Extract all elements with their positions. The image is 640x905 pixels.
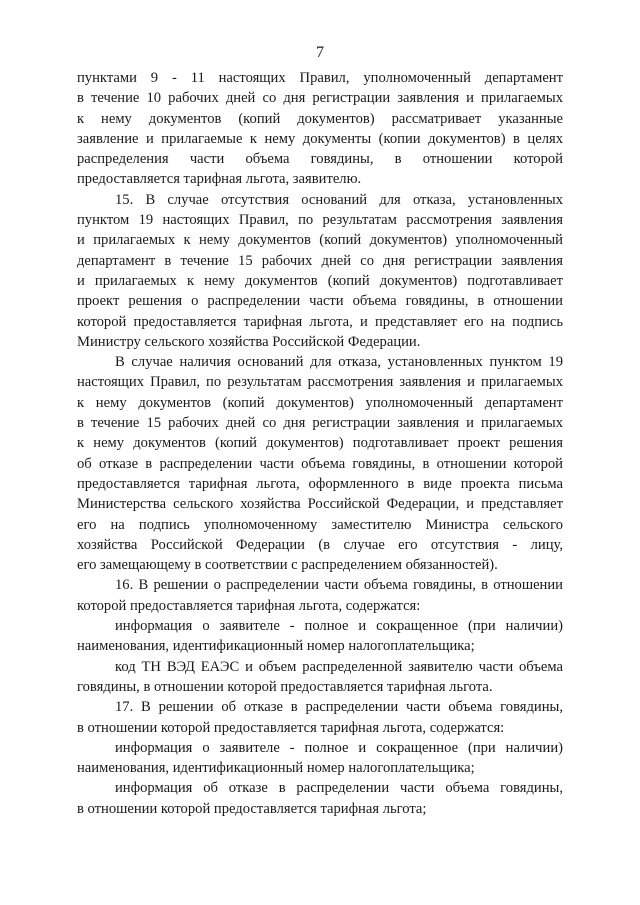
text-line: 17. В решении об отказе в распределении части объема говядины, — [115, 699, 563, 716]
text-line: пунктом 19 настоящих Правил, по результатам рассмотрения заявления — [77, 212, 563, 229]
text-line: информация о заявителе - полное и сокращенное (при наличии) — [115, 618, 563, 635]
text-line: 15. В случае отсутствия оснований для отказа, установленных — [115, 191, 563, 208]
text-line: Министру сельского хозяйства Российской Федерации. — [77, 333, 421, 350]
text-line: В случае наличия оснований для отказа, установленных пунктом 19 — [115, 354, 563, 371]
text-line: его замещающему в соответствии с распределением обязанностей). — [77, 557, 498, 574]
text-line: в отношении которой предоставляется тарифная льгота; — [77, 800, 427, 817]
text-line: в течение 15 рабочих дней со дня регистрации заявления и прилагаемых — [77, 415, 563, 432]
text-line: говядины, в отношении которой предоставляется тарифная льгота. — [77, 678, 493, 695]
page-number: 7 — [316, 44, 324, 61]
text-line: информация об отказе в распределении части объема говядины, — [115, 780, 563, 797]
text-line: его на подпись уполномоченному заместителю Министра сельского — [77, 516, 563, 533]
text-line: которой предоставляется тарифная льгота, и представляет его на подпись — [77, 313, 563, 330]
text-line: информация о заявителе - полное и сокращенное (при наличии) — [115, 739, 563, 756]
text-line: в течение 10 рабочих дней со дня регистрации заявления и прилагаемых — [77, 90, 563, 107]
text-line: 16. В решении о распределении части объема говядины, в отношении — [115, 577, 563, 594]
text-line: об отказе в распределении части объема говядины, в отношении которой — [77, 455, 563, 472]
text-line: к нему документов (копий документов) рассматривает указанные — [77, 110, 563, 127]
text-line: департамент в течение 15 рабочих дней со дня регистрации заявления — [77, 252, 563, 269]
text-line: и прилагаемых к нему документов (копий документов) уполномоченный — [77, 232, 563, 249]
text-line: наименования, идентификационный номер налогоплательщика; — [77, 638, 475, 655]
text-line: в отношении которой предоставляется тарифная льгота, содержатся: — [77, 719, 505, 736]
text-line: предоставляется тарифная льгота, оформленного в виде проекта письма — [77, 475, 563, 492]
text-line: код ТН ВЭД ЕАЭС и объем распределенной заявителю части объема — [115, 658, 563, 675]
text-line: настоящих Правил, по результатам рассмотрения заявления и прилагаемых — [77, 374, 563, 391]
text-line: пунктами 9 - 11 настоящих Правил, уполномоченный департамент — [77, 70, 563, 86]
document-body — [77, 68, 563, 819]
text-line: Министерства сельского хозяйства Российской Федерации, и представляет — [77, 496, 563, 513]
text-line: хозяйства Российской Федерации (в случае его отсутствия - лицу, — [77, 536, 563, 553]
text-line: которой предоставляется тарифная льгота, содержатся: — [77, 597, 421, 614]
text-line: к нему документов (копий документов) уполномоченный департамент — [77, 394, 563, 411]
text-line: распределения части объема говядины, в отношении которой — [77, 151, 563, 168]
text-line: заявление и прилагаемые к нему документы (копии документов) в целях — [77, 130, 563, 147]
text-line: проект решения о распределении части объема говядины, в отношении — [77, 293, 563, 310]
text-line: к нему документов (копий документов) подготавливает проект решения — [77, 435, 563, 452]
text-line: наименования, идентификационный номер налогоплательщика; — [77, 760, 475, 777]
text-line: предоставляется тарифная льгота, заявителю. — [77, 171, 362, 188]
text-line: и прилагаемых к нему документов (копий документов) подготавливает — [77, 272, 563, 289]
